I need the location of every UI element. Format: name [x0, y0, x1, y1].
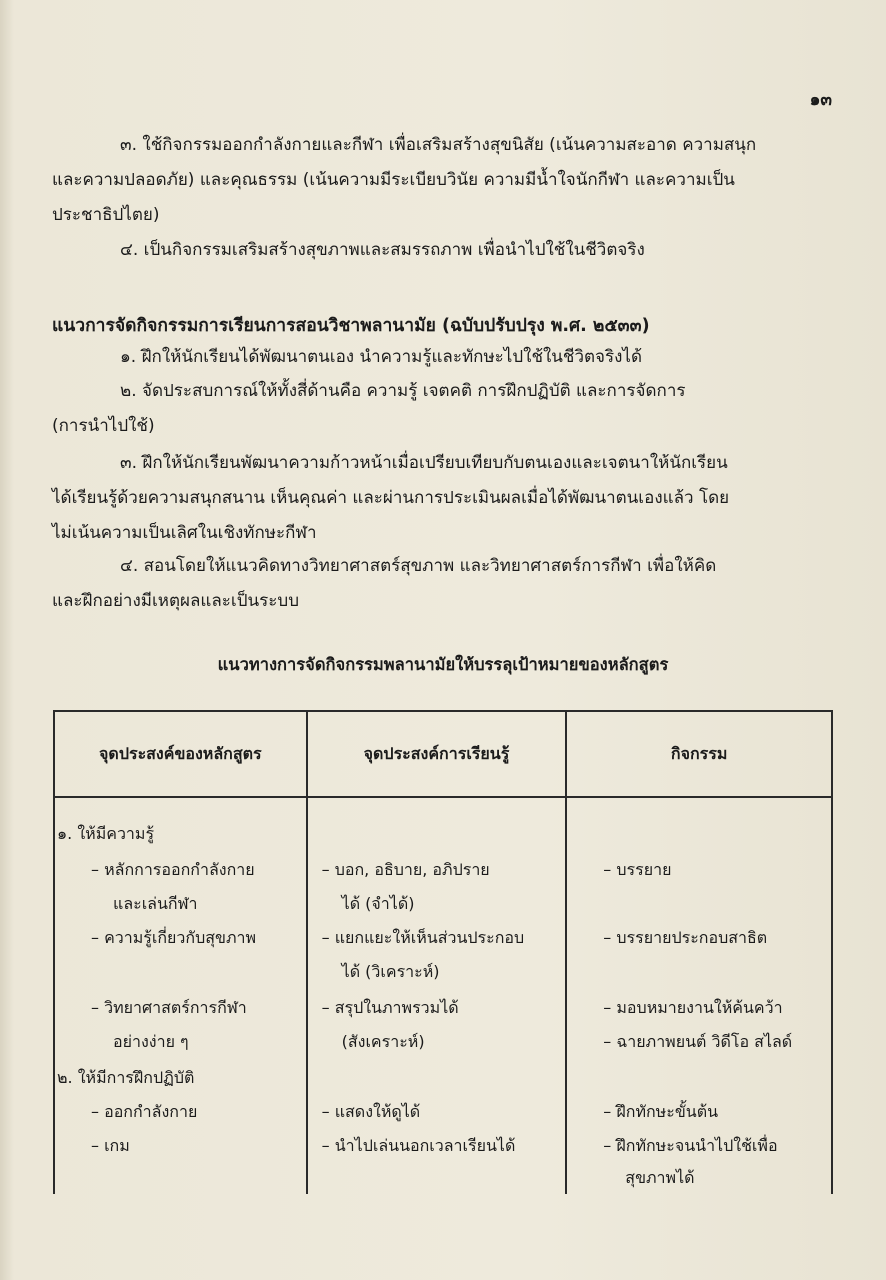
- section-item-3: [52, 446, 832, 551]
- col1-line: – เกม: [91, 1136, 130, 1155]
- section-heading: แนวการจัดกิจกรรมการเรียนการสอนวิชาพลานามัย (ฉบับปรับปรุง พ.ศ. ๒๕๓๓): [52, 316, 650, 336]
- section-item-3-line-2: ได้เรียนรู้ด้วยความสนุกสนาน เห็นคุณค่า และผ่านการประเมินผลเมื่อได้พัฒนาตนเองแล้ว โดย: [52, 488, 730, 508]
- section-item-4-line-2: และฝึกอย่างมีเหตุผลและเป็นระบบ: [52, 591, 299, 611]
- intro-item-4-line-1: ๔. เป็นกิจกรรมเสริมสร้างสุขภาพและสมรรถภาพ เพื่อนำไปใช้ในชีวิตจริง: [120, 240, 645, 260]
- col2-line: ได้ (จำได้): [341, 894, 415, 913]
- header-learning-objective: จุดประสงค์การเรียนรู้: [307, 711, 567, 797]
- intro-item-4: [52, 233, 832, 268]
- section-item-2-line-2: (การนำไปใช้): [52, 416, 155, 436]
- col3-line: – บรรยายประกอบสาธิต: [603, 928, 768, 947]
- intro-item-3-line-3: ประชาธิปไตย): [52, 205, 160, 225]
- col2-line: – สรุปในภาพรวมได้: [321, 998, 459, 1017]
- intro-item-3: [52, 128, 832, 233]
- col2-line: – แยกแยะให้เห็นส่วนประกอบ: [321, 928, 525, 947]
- section-item-1-line-1: ๑. ฝึกให้นักเรียนได้พัฒนาตนเอง นำความรู้และทักษะไปใช้ในชีวิตจริงได้: [120, 347, 643, 367]
- col1-line: – หลักการออกกำลังกาย: [91, 860, 255, 879]
- header-activity: กิจกรรม: [566, 711, 832, 797]
- col2-line: – นำไปเล่นนอกเวลาเรียนได้: [321, 1136, 516, 1155]
- intro-item-3-line-1: ๓. ใช้กิจกรรมออกกำลังกายและกีฬา เพื่อเสริมสร้างสุขนิสัย (เน้นความสะอาด ความสนุก: [120, 135, 757, 155]
- col2-line: ได้ (วิเคราะห์): [341, 962, 440, 981]
- col1-line: – ความรู้เกี่ยวกับสุขภาพ: [91, 928, 257, 947]
- intro-item-3-line-2: และความปลอดภัย) และคุณธรรม (เน้นความมีระเบียบวินัย ความมีน้ำใจนักกีฬา และความเป็น: [52, 170, 735, 190]
- col1-line: อย่างง่าย ๆ: [113, 1032, 189, 1051]
- curriculum-objective-cell: [54, 797, 307, 1194]
- col1-line: – วิทยาศาสตร์การกีฬา: [91, 998, 247, 1017]
- section-item-2-line-1: ๒. จัดประสบการณ์ให้ทั้งสี่ด้านคือ ความรู้ เจตคติ การฝึกปฏิบัติ และการจัดการ: [120, 381, 686, 401]
- col3-line: – ฉายภาพยนต์ วิดีโอ สไลด์: [603, 1032, 793, 1051]
- col2-line: (สังเคราะห์): [341, 1032, 425, 1051]
- section-item-4: [52, 549, 832, 619]
- col2-line: – บอก, อธิบาย, อภิปราย: [321, 860, 490, 879]
- activity-cell: [566, 797, 832, 1194]
- col3-line: – ฝึกทักษะขั้นต้น: [603, 1102, 719, 1121]
- col3-line: – ฝึกทักษะจนนำไปใช้เพื่อ: [603, 1136, 778, 1155]
- col3-line: – บรรยาย: [603, 860, 672, 879]
- col1-line: ๑. ให้มีความรู้: [57, 824, 155, 843]
- learning-objective-cell: [307, 797, 567, 1194]
- curriculum-table: [53, 710, 833, 1194]
- header-curriculum-objective: จุดประสงค์ของหลักสูตร: [54, 711, 307, 797]
- section-item-3-line-1: ๓. ฝึกให้นักเรียนพัฒนาความก้าวหน้าเมื่อเปรียบเทียบกับตนเองและเจตนาให้นักเรียน: [120, 453, 728, 473]
- col1-line: – ออกกำลังกาย: [91, 1102, 198, 1121]
- section-item-2: [52, 374, 832, 444]
- col1-line: และเล่นกีฬา: [113, 894, 198, 913]
- table-title: แนวทางการจัดกิจกรรมพลานามัยให้บรรลุเป้าหมายของหลักสูตร: [217, 655, 669, 674]
- section-item-4-line-1: ๔. สอนโดยให้แนวคิดทางวิทยาศาสตร์สุขภาพ และวิทยาศาสตร์การกีฬา เพื่อให้คิด: [120, 556, 717, 576]
- section-item-1: [52, 340, 832, 375]
- col2-line: – แสดงให้ดูได้: [321, 1102, 421, 1121]
- col3-line: สุขภาพได้: [625, 1168, 695, 1187]
- table-header-row: [54, 711, 832, 797]
- col1-line: ๒. ให้มีการฝึกปฏิบัติ: [57, 1068, 195, 1087]
- section-item-3-line-3: ไม่เน้นความเป็นเลิศในเชิงทักษะกีฬา: [52, 523, 317, 543]
- page-number: ๑๓: [809, 90, 832, 110]
- table-row: [54, 797, 832, 1194]
- col3-line: – มอบหมายงานให้ค้นคว้า: [603, 998, 783, 1017]
